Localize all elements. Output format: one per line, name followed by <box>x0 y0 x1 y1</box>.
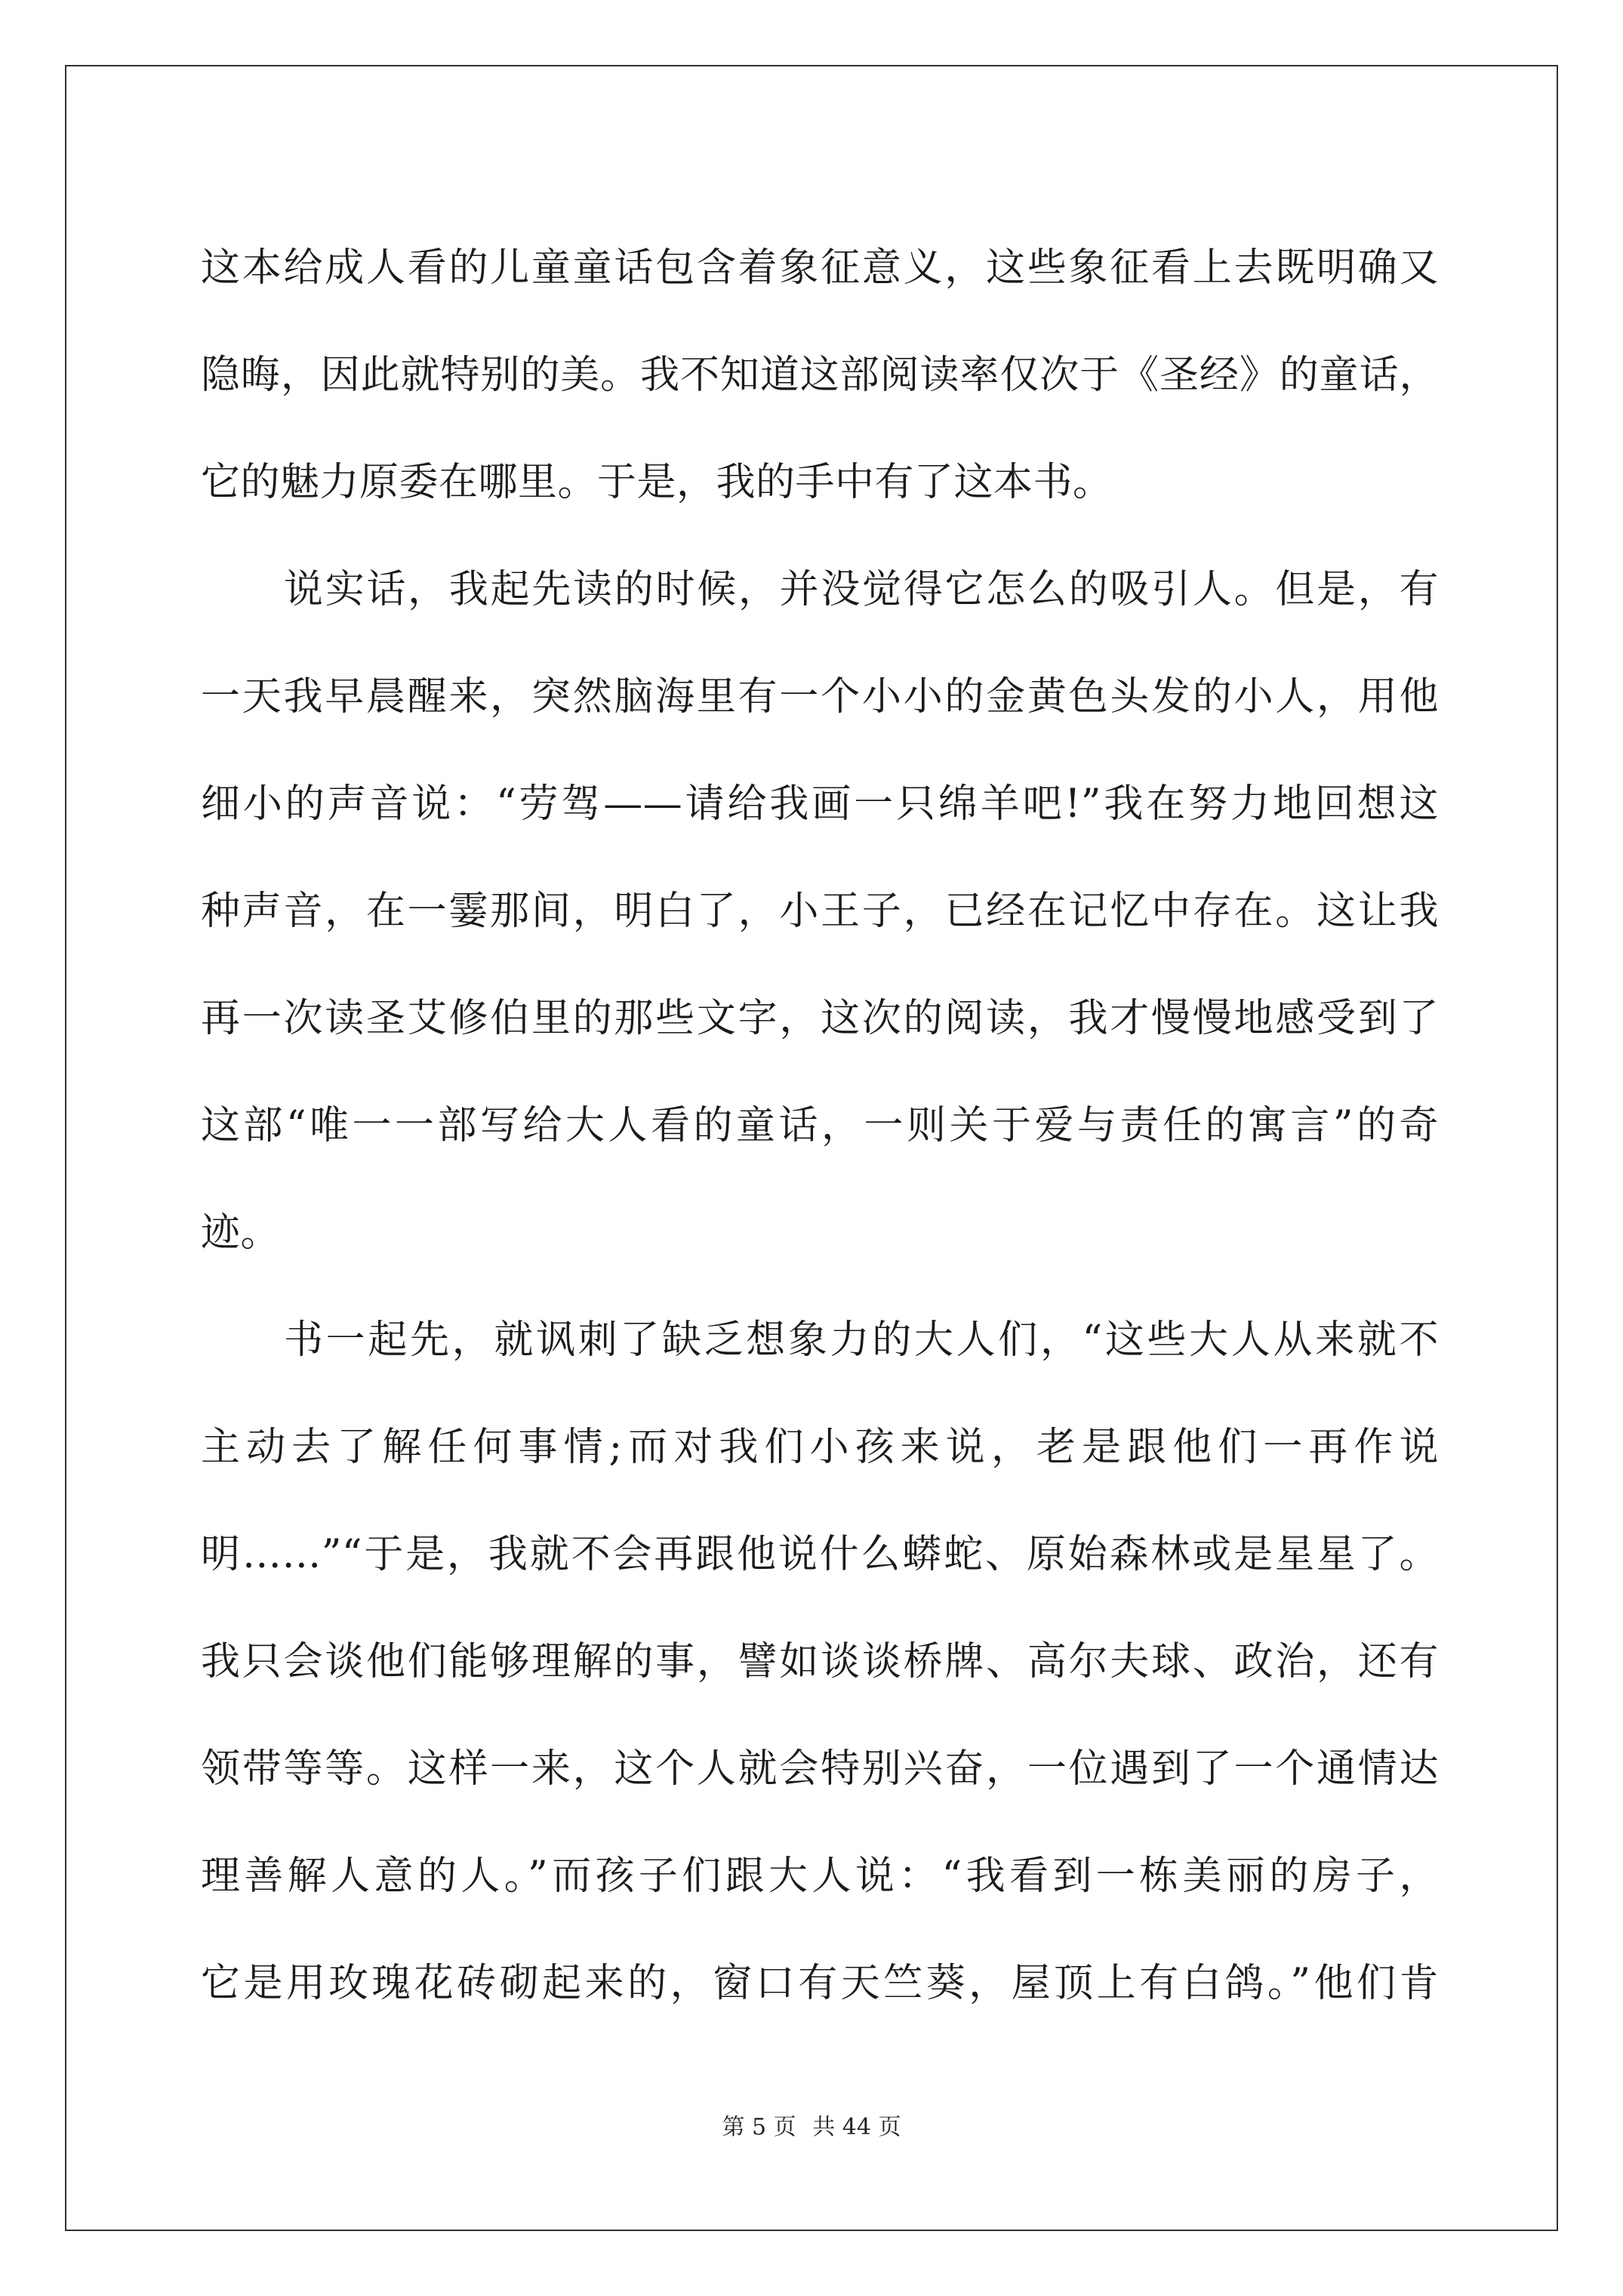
paragraph-3-line-5: 领带等等。这样一来，这个人就会特别兴奋，一位遇到了一个通情达 <box>201 1746 1439 1792</box>
paragraph-2-line-4: 种声音，在一霎那间，明白了，小王子，已经在记忆中存在。这让我 <box>201 889 1439 934</box>
paragraph-3-line-7: 它是用玫瑰花砖砌起来的，窗口有天竺葵，屋顶上有白鸽。”他们肯 <box>201 1961 1439 2006</box>
paragraph-3-line-4: 我只会谈他们能够理解的事，譬如谈谈桥牌、高尔夫球、政治，还有 <box>201 1639 1439 1684</box>
page-footer <box>0 2113 1623 2143</box>
paragraph-3-line-2: 主动去了解任何事情;而对我们小孩来说，老是跟他们一再作说 <box>201 1425 1439 1470</box>
paragraph-2-line-1: 说实话，我起先读的时候，并没觉得它怎么的吸引人。但是，有 <box>284 567 1439 612</box>
document-body <box>201 214 1439 2037</box>
paragraph-2-line-2: 一天我早晨醒来，突然脑海里有一个小小的金黄色头发的小人，用他 <box>201 674 1439 720</box>
paragraph-3-line-1: 书一起先，就讽刺了缺乏想象力的大人们，“这些大人从来就不 <box>284 1318 1439 1363</box>
paragraph-2-line-6: 这部“唯一一部写给大人看的童话，一则关于爱与责任的寓言”的奇 <box>201 1103 1439 1148</box>
paragraph-2-line-3: 细小的声音说：“劳驾——请给我画一只绵羊吧!”我在努力地回想这 <box>201 781 1439 827</box>
paragraph-1-line-1: 这本给成人看的儿童童话包含着象征意义，这些象征看上去既明确又 <box>201 245 1439 291</box>
paragraph-3-line-3: 明……”“于是，我就不会再跟他说什么蟒蛇、原始森林或是星星了。 <box>201 1532 1439 1577</box>
paragraph-1-line-2: 隐晦，因此就特别的美。我不知道这部阅读率仅次于《圣经》的童话， <box>201 353 1439 398</box>
paragraph-3-line-6: 理善解人意的人。”而孩子们跟大人说：“我看到一栋美丽的房子， <box>201 1854 1439 1899</box>
page-number: 第 5 页 <box>722 2114 796 2140</box>
paragraph-2-line-7: 迹。 <box>201 1210 281 1256</box>
page-total: 共 44 页 <box>812 2114 901 2140</box>
paragraph-1-line-3: 它的魅力原委在哪里。于是，我的手中有了这本书。 <box>201 460 1113 505</box>
paragraph-2-line-5: 再一次读圣艾修伯里的那些文字，这次的阅读，我才慢慢地感受到了 <box>201 996 1439 1041</box>
